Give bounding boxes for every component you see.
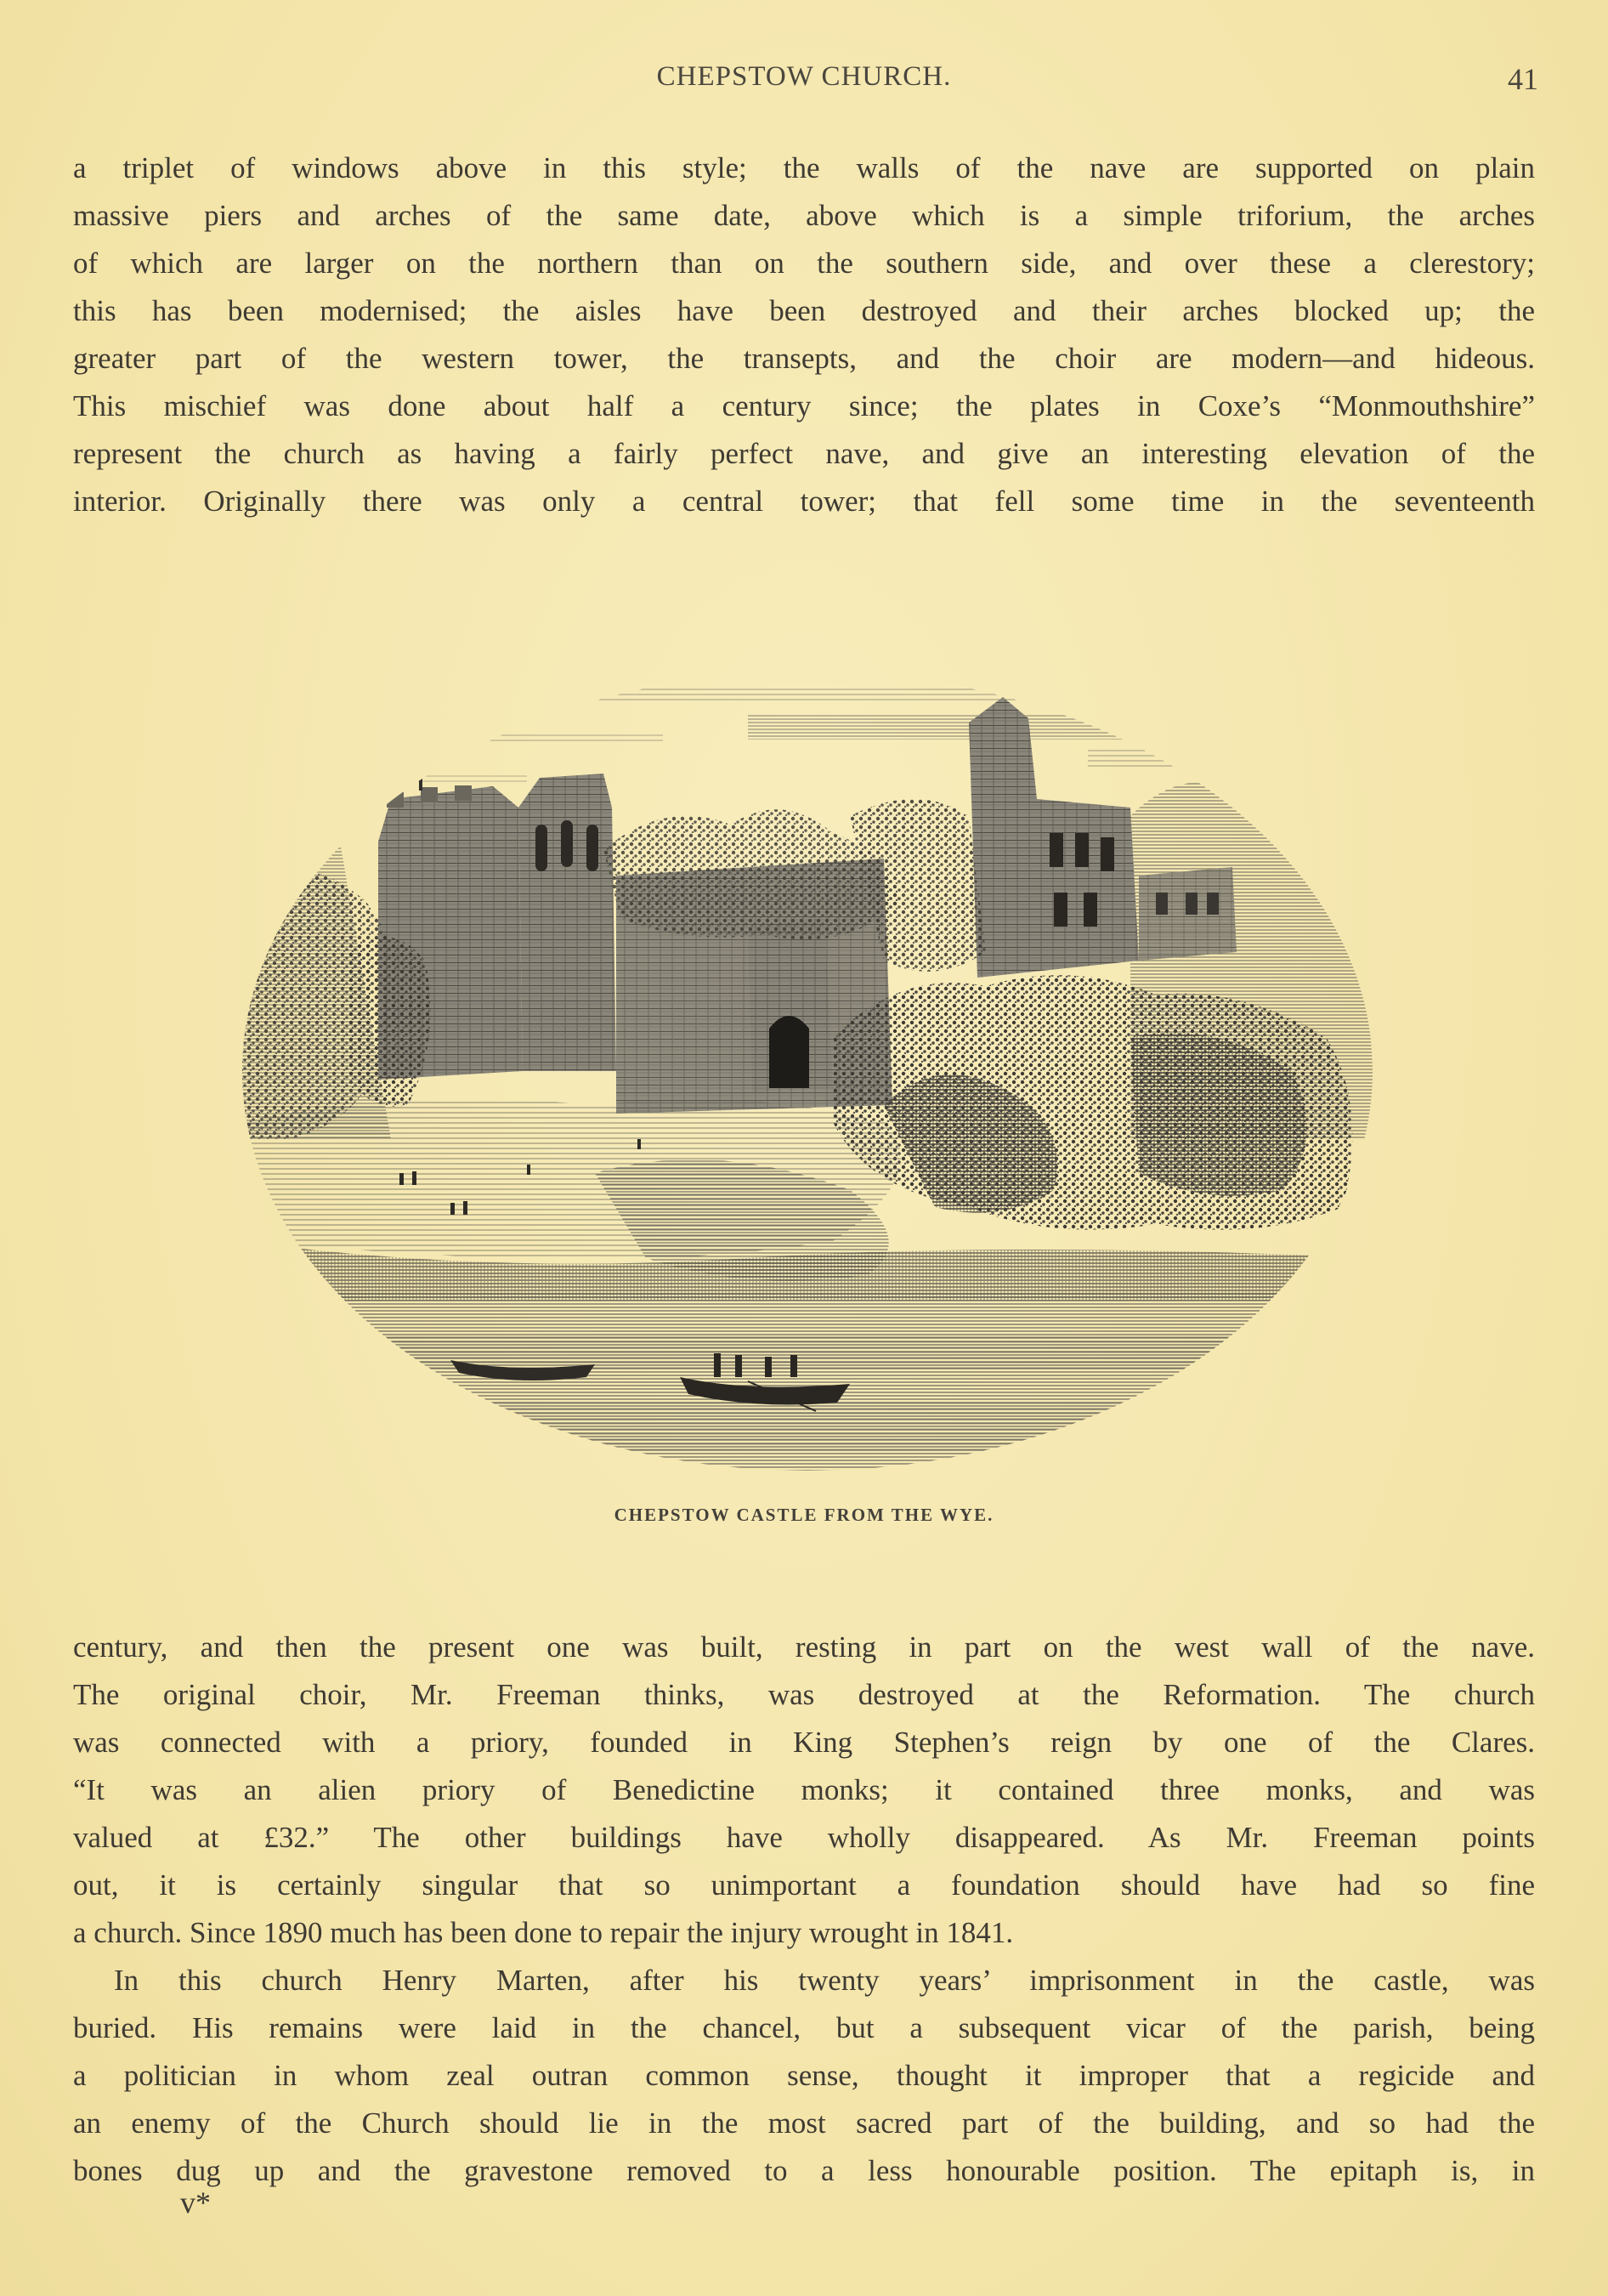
signature-mark: v*	[180, 2185, 211, 2219]
text-line: bones dug up and the gravestone removed to a less honourable position. The epitaph is, in	[73, 2154, 1535, 2187]
text-line: this has been modernised; the aisles have been destroyed and their arches blocked up; the	[73, 294, 1535, 327]
text-line: In this church Henry Marten, after his twenty years’ imprisonment in the castle, was	[114, 1964, 1535, 1997]
text-line: a triplet of windows above in this style; the walls of the nave are supported on plain	[73, 151, 1535, 184]
page-number: 41	[1508, 62, 1538, 96]
castle-engraving	[238, 595, 1377, 1479]
text-line: This mischief was done about half a century since; the plates in Coxe’s “Monmouthshire”	[73, 389, 1535, 422]
text-line: represent the church as having a fairly perfect nave, and give an interesting elevation of the	[73, 437, 1535, 470]
illustration-caption: CHEPSTOW CASTLE FROM THE WYE.	[614, 1505, 994, 1525]
text-line: an enemy of the Church should lie in the most sacred part of the building, and so had the	[73, 2106, 1535, 2140]
text-line: “It was an alien priory of Benedictine monks; it contained three monks, and was	[73, 1773, 1535, 1806]
bottom-paragraphs	[73, 1624, 1535, 2195]
text-line: valued at £32.” The other buildings have wholly disappeared. As Mr. Freeman points	[73, 1821, 1535, 1854]
text-line: out, it is certainly singular that so unimportant a foundation should have had so fine	[73, 1868, 1535, 1902]
text-line: buried. His remains were laid in the chancel, but a subsequent vicar of the parish, being	[73, 2011, 1535, 2044]
engraving-illustration	[238, 595, 1377, 1479]
text-line: was connected with a priory, founded in King Stephen’s reign by one of the Clares.	[73, 1726, 1535, 1759]
text-line: of which are larger on the northern than on the southern side, and over these a clerestory;	[73, 247, 1535, 280]
text-line: a church. Since 1890 much has been done to repair the injury wrought in 1841.	[73, 1916, 1014, 1949]
page-header	[0, 61, 1608, 104]
text-line: interior. Originally there was only a central tower; that fell some time in the seventeenth	[73, 485, 1535, 518]
text-line: The original choir, Mr. Freeman thinks, was destroyed at the Reformation. The church	[73, 1678, 1535, 1711]
top-paragraph	[73, 145, 1535, 525]
text-line: century, and then the present one was built, resting in part on the west wall of the nave.	[73, 1630, 1535, 1664]
text-line: a politician in whom zeal outran common sense, thought it improper that a regicide and	[73, 2059, 1535, 2092]
text-line: massive piers and arches of the same date, above which is a simple triforium, the arches	[73, 199, 1535, 232]
running-title: CHEPSTOW CHURCH.	[656, 61, 952, 92]
sky	[306, 629, 1343, 784]
text-line: greater part of the western tower, the transepts, and the choir are modern—and hideous.	[73, 342, 1535, 375]
river	[238, 1292, 1377, 1479]
